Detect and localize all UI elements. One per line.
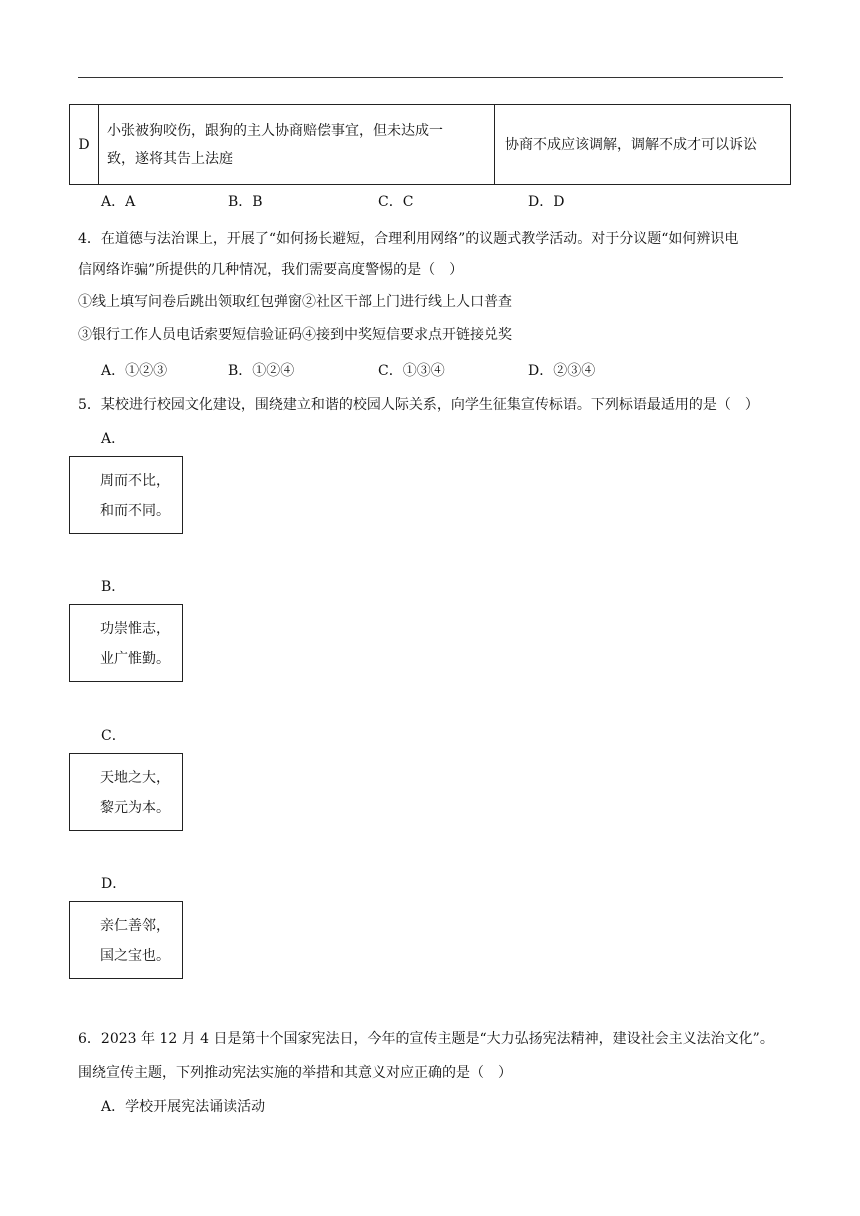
slogan-line: 天地之大， xyxy=(100,770,170,786)
q3-option-a: A．A xyxy=(101,194,136,210)
q5-option-b-box xyxy=(69,604,183,682)
q3-option-d: D．D xyxy=(528,194,565,210)
slogan-line: 亲仁善邻， xyxy=(100,918,170,934)
row-analysis: 协商不成应该调解，调解不成才可以诉讼 xyxy=(495,105,791,185)
q5-option-a-box xyxy=(69,456,183,534)
row-situation xyxy=(99,105,495,185)
row-label: D xyxy=(70,105,99,185)
q3-table xyxy=(69,104,791,185)
slogan-line: 黎元为本。 xyxy=(100,800,170,816)
q6-stem-line-2: 围绕宣传主题，下列推动宪法实施的举措和其意义对应正确的是（ ） xyxy=(78,1065,512,1081)
table-row xyxy=(70,105,791,185)
q4-option-c: C．①③④ xyxy=(378,363,445,379)
q5-stem: 5．某校进行校园文化建设，围绕建立和谐的校园人际关系，向学生征集宣传标语。下列标语最适用的是（ ） xyxy=(78,397,759,413)
q3-option-b: B．B xyxy=(228,194,263,210)
q4-option-b: B．①②④ xyxy=(228,363,295,379)
q5-option-b-label: B． xyxy=(101,579,126,595)
q5-option-d-box xyxy=(69,901,183,979)
q5-option-c-label: C． xyxy=(101,728,126,744)
slogan-line: 业广惟勤。 xyxy=(100,651,170,667)
situation-line-1: 小张被狗咬伤，跟狗的主人协商赔偿事宜，但未达成一 xyxy=(107,122,443,139)
q4-items-line-1: ①线上填写问卷后跳出领取红包弹窗②社区干部上门进行线上人口普查 xyxy=(78,294,512,310)
q5-option-a-label: A． xyxy=(101,431,126,447)
q4-option-a: A．①②③ xyxy=(101,363,168,379)
q4-option-d: D．②③④ xyxy=(528,363,596,379)
header-rule xyxy=(78,77,783,78)
q6-stem-line-1: 6．2023 年 12 月 4 日是第十个国家宪法日，今年的宣传主题是“大力弘扬宪法精神，建设社会主义法治文化”。 xyxy=(78,1031,774,1047)
slogan-line: 国之宝也。 xyxy=(100,948,170,964)
q3-option-c: C．C xyxy=(378,194,414,210)
q4-stem-line-1: 4．在道德与法治课上，开展了“如何扬长避短，合理利用网络”的议题式教学活动。对于分议题“如何辨识电 xyxy=(78,231,739,247)
q6-option-a: A．学校开展宪法诵读活动 xyxy=(101,1099,266,1115)
q5-option-c-box xyxy=(69,753,183,831)
q5-option-d-label: D． xyxy=(101,876,127,892)
slogan-line: 功崇惟志， xyxy=(100,621,170,637)
q4-items-line-2: ③银行工作人员电话索要短信验证码④接到中奖短信要求点开链接兑奖 xyxy=(78,327,512,343)
situation-line-2: 致，遂将其告上法庭 xyxy=(107,150,233,167)
q4-stem-line-2: 信网络诈骗”所提供的几种情况，我们需要高度警惕的是（ ） xyxy=(78,262,464,278)
slogan-line: 和而不同。 xyxy=(100,503,170,519)
slogan-line: 周而不比， xyxy=(100,473,170,489)
